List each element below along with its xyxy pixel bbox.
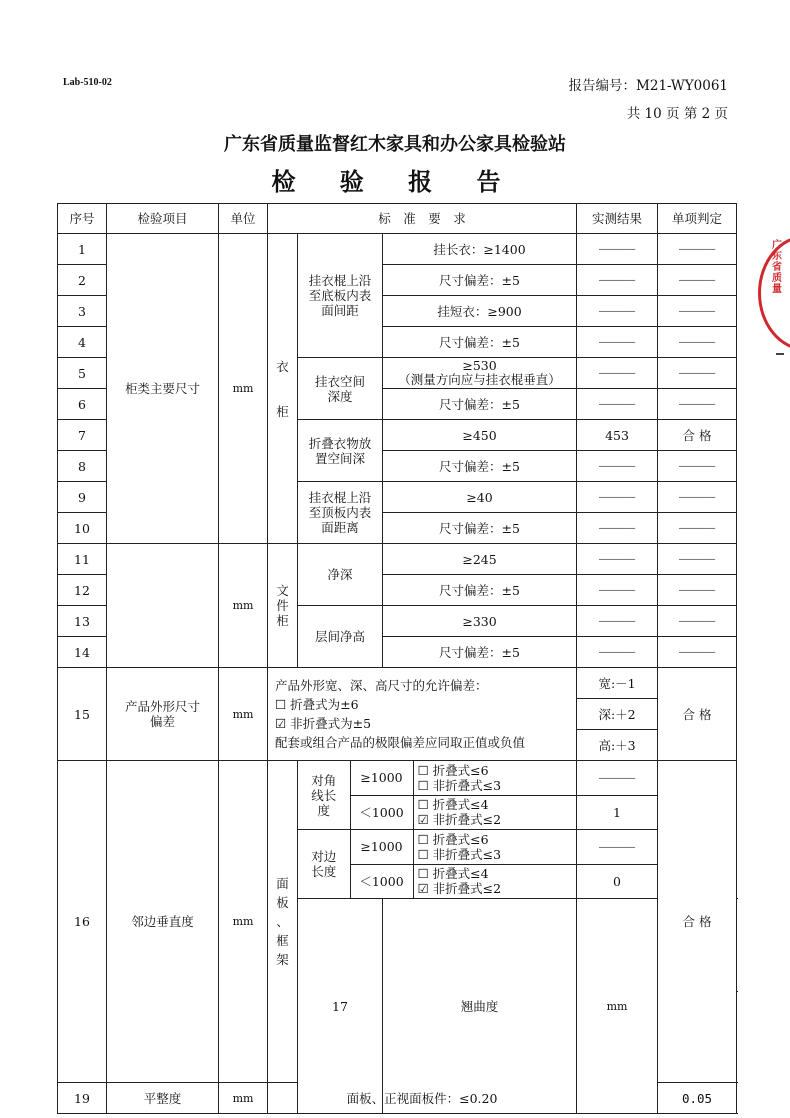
subgroup: 挂衣空间 深度: [298, 358, 383, 420]
requirement: 挂长衣：≥1400: [383, 234, 577, 265]
unit: mm: [219, 1083, 268, 1114]
diagonal-block: [298, 761, 577, 830]
requirement: ☐ 折叠式≤4 ☑ 非折叠式≤2: [417, 797, 502, 828]
result: ——————: [577, 606, 658, 637]
judgement: ——————: [658, 327, 737, 358]
result-height: 高:＋3: [577, 730, 658, 761]
row-no: 5: [58, 358, 107, 389]
result: 453: [577, 420, 658, 451]
group-wardrobe: 衣 柜: [268, 234, 298, 544]
report-title: 检 验 报 告: [271, 168, 519, 196]
result-block: [577, 830, 658, 899]
requirement: ≥450: [383, 420, 577, 451]
col-no: 序号: [58, 204, 107, 234]
page-number: 共 10 页 第 2 页: [626, 106, 728, 122]
result: ——————: [577, 762, 657, 796]
judgement: ——————: [658, 234, 737, 265]
col-item: 检验项目: [107, 204, 219, 234]
result: ——————: [577, 831, 657, 865]
result: ——————: [577, 513, 658, 544]
requirement: 产品外形宽、深、高尺寸的允许偏差： ☐ 折叠式为±6 ☑ 非折叠式为±5 配套或组合产品的极限偏差应同取正值或负值: [268, 668, 577, 761]
result: ——————: [577, 451, 658, 482]
group-file-cabinet: 文 件 柜: [268, 544, 298, 668]
requirement: 面板、正视面板件：≤0.20: [268, 1083, 577, 1114]
judgement: ——————: [658, 575, 737, 606]
row-no: 3: [58, 296, 107, 327]
unit: mm: [219, 761, 268, 1083]
range: ≥1000: [350, 830, 413, 864]
range: ≥1000: [350, 761, 413, 795]
judgement: ——————: [658, 451, 737, 482]
row-no: 2: [58, 265, 107, 296]
col-result: 实测结果: [577, 204, 658, 234]
result: ——————: [577, 265, 658, 296]
result: ——————: [577, 358, 658, 389]
result: 0: [613, 873, 621, 889]
unit: mm: [219, 234, 268, 544]
requirement: ≥40: [383, 482, 577, 513]
row-no: 4: [58, 327, 107, 358]
judgement: 合 格: [658, 668, 737, 761]
judgement: ——————: [658, 389, 737, 420]
document-id: Lab-510-02: [63, 77, 112, 88]
judgement: ——————: [658, 513, 737, 544]
row-no: 7: [58, 420, 107, 451]
col-judgement: 单项判定: [658, 204, 737, 234]
result: ——————: [577, 575, 658, 606]
judgement: ——————: [658, 544, 737, 575]
unit: mm: [577, 899, 658, 1114]
table-row: [58, 234, 737, 265]
official-seal-text: 广东省质量: [772, 240, 782, 295]
edge-mark: [776, 353, 784, 355]
item-name: 柜类主要尺寸: [107, 234, 219, 544]
row-no: 16: [58, 761, 107, 1083]
requirement: ☐ 折叠式≤6 ☐ 非折叠式≤3: [413, 761, 576, 795]
requirement: 挂短衣：≥900: [383, 296, 577, 327]
subgroup: 挂衣棍上沿 至底板内表 面间距: [298, 234, 383, 358]
result: ——————: [577, 234, 658, 265]
result: ——————: [577, 544, 658, 575]
item-name: [107, 544, 219, 668]
result-block: [577, 761, 658, 830]
result: 1: [613, 804, 621, 820]
item-name: 产品外形尺寸 偏差: [107, 668, 219, 761]
requirement: ≥530 （测量方向应与挂衣棍垂直）: [383, 358, 577, 389]
side-block: [298, 830, 577, 899]
unit: mm: [219, 544, 268, 668]
col-requirement: 标 准 要 求: [268, 204, 577, 234]
range: ＜1000: [350, 864, 413, 898]
row-no: 6: [58, 389, 107, 420]
row-no: 9: [58, 482, 107, 513]
row-no: 13: [58, 606, 107, 637]
requirement: 尺寸偏差：±5: [383, 513, 577, 544]
judgement: ——————: [658, 482, 737, 513]
table-header: [58, 204, 737, 234]
row-no: 1: [58, 234, 107, 265]
organization-name: 广东省质量监督红木家具和办公家具检验站: [224, 134, 566, 155]
result: ——————: [577, 637, 658, 668]
item-name: 翘曲度: [383, 899, 577, 1114]
requirement: ☐ 折叠式≤6 ☐ 非折叠式≤3: [413, 830, 576, 864]
result: ——————: [577, 296, 658, 327]
judgement: ——————: [658, 606, 737, 637]
group-panel-frame: 面 板 、 框 架: [268, 761, 298, 1083]
requirement: 尺寸偏差：±5: [383, 389, 577, 420]
row-no: 19: [58, 1083, 107, 1114]
row-no: 10: [58, 513, 107, 544]
requirement: 尺寸偏差：±5: [383, 265, 577, 296]
subgroup: 折叠衣物放 置空间深: [298, 420, 383, 482]
result: ——————: [577, 389, 658, 420]
col-unit: 单位: [219, 204, 268, 234]
table-row: [58, 544, 737, 575]
judgement: ——————: [658, 358, 737, 389]
requirement: 尺寸偏差：±5: [383, 637, 577, 668]
result-depth: 深:＋2: [577, 699, 658, 730]
row-no: 15: [58, 668, 107, 761]
row-no: 14: [58, 637, 107, 668]
row-no: 17: [298, 899, 383, 1114]
inspection-table: [57, 203, 737, 1114]
subgroup: 对角 线长 度: [298, 761, 350, 829]
judgement: 合 格: [658, 761, 737, 1083]
result-width: 宽:－1: [577, 668, 658, 699]
row-no: 12: [58, 575, 107, 606]
result: ——————: [577, 482, 658, 513]
requirement: ☐ 折叠式≤4 ☑ 非折叠式≤2: [417, 866, 502, 897]
requirement: 尺寸偏差：±5: [383, 451, 577, 482]
item-name: 平整度: [107, 1083, 219, 1114]
judgement: ——————: [658, 296, 737, 327]
row-no: 8: [58, 451, 107, 482]
subgroup: 层间净高: [298, 606, 383, 668]
range: ＜1000: [350, 795, 413, 829]
row-no: 11: [58, 544, 107, 575]
result: 0.05: [658, 1083, 737, 1114]
subgroup: 对边 长度: [298, 830, 350, 898]
judgement: 合 格: [658, 420, 737, 451]
requirement: 尺寸偏差：±5: [383, 575, 577, 606]
table-row: [58, 761, 737, 830]
table-row: [58, 668, 737, 699]
report-number: 报告编号：M21-WY0061: [568, 78, 728, 94]
subgroup: 净深: [298, 544, 383, 606]
judgement: ——————: [658, 637, 737, 668]
requirement: ≥245: [383, 544, 577, 575]
judgement: ——————: [658, 265, 737, 296]
item-name: 邻边垂直度: [107, 761, 219, 1083]
unit: mm: [219, 668, 268, 761]
subgroup: 挂衣棍上沿 至顶板内表 面距离: [298, 482, 383, 544]
requirement: 尺寸偏差：±5: [383, 327, 577, 358]
result: ——————: [577, 327, 658, 358]
requirement: ≥330: [383, 606, 577, 637]
